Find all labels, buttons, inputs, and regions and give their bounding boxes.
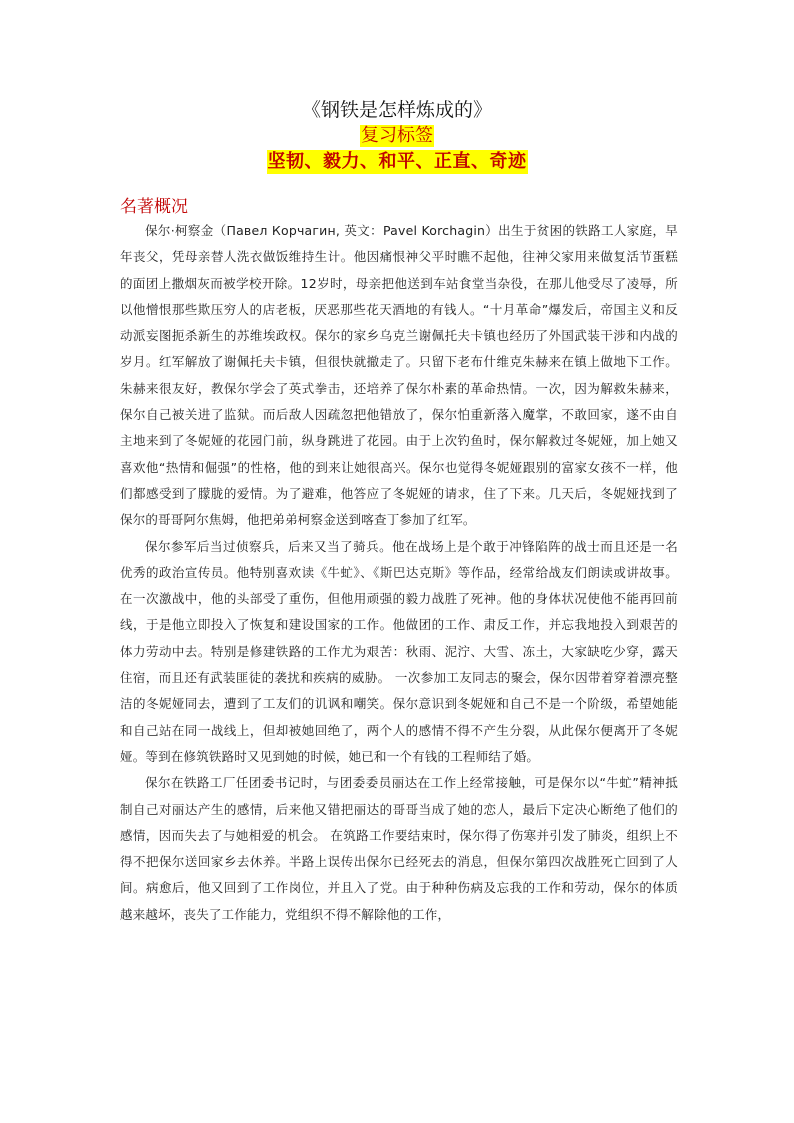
paragraph-2: 保尔参军后当过侦察兵，后来又当了骑兵。他在战场上是个敢于冲锋陷阵的战士而且还是一名优秀的政治宣传员。他特别喜欢读《牛虻》、《斯巴达克斯》等作品，经常给战友们朗读或讲故事。在一次激战中，他的头部受了重伤，但他用顽强的毅力战胜了死神。他的身体状况使他不能再回前线，于是他立即投入了恢复和建设国家的工作。他做团的工作、肃反工作，并忘我地投入到艰苦的体力劳动中去。特别是修建铁路的工作尤为艰苦：秋雨、泥泞、大雪、冻土，大家缺吃少穿，露天住宿，而且还有武装匪徒的袭扰和疾病的威胁。 一次参加工友同志的聚会，保尔因带着穿着漂亮整洁的冬妮娅同去，遭到了工友们的讥讽和嘲笑。保尔意识到冬妮娅和自己不是一个阶级，希望她能和自己站在同一战线上，但却被她回绝了，两个人的感情不得不产生分裂，从此保尔便离开了冬妮娅。等到在修筑铁路时又见到她的时候，她已和一个有钱的工程师结了婚。 [120,538,678,764]
review-subtitle: 复习标签 [361,125,433,146]
paragraph-1: 保尔·柯察金（Павел Корчагин, 英文：Pavel Korchagin）出生于贫困的铁路工人家庭，早年丧父，凭母亲替人洗衣做饭维持生计。他因痛恨神父平时瞧不起他，往神父家用来做复活节蛋糕的面团上撒烟灰而被学校开除。12岁时，母亲把他送到车站食堂当杂役，在那儿他受尽了凌辱，所以他憎恨那些欺压穷人的店老板，厌恶那些花天酒地的有钱人。“十月革命”爆发后，帝国主义和反动派妄图扼杀新生的苏维埃政权。保尔的家乡乌克兰谢佩托夫卡镇也经历了外国武装干涉和内战的岁月。红军解放了谢佩托夫卡镇，但很快就撤走了。只留下老布什维克朱赫来在镇上做地下工作。 朱赫来很友好，教保尔学会了英式拳击，还培养了保尔朴素的革命热情。一次，因为解救朱赫来，保尔自己被关进了监狱。而后敌人因疏忽把他错放了，保尔怕重新落入魔掌，不敢回家，遂不由自主地来到了冬妮娅的花园门前，纵身跳进了花园。由于上次钓鱼时，保尔解救过冬妮娅，加上她又喜欢他“热情和倔强”的性格，他的到来让她很高兴。保尔也觉得冬妮娅跟别的富家女孩不一样，他们都感受到了朦胧的爱情。为了避难，他答应了冬妮娅的请求，住了下来。几天后，冬妮娅找到了保尔的哥哥阿尔焦姆，他把弟弟柯察金送到喀查丁参加了红军。 [120,223,678,528]
book-title: 《钢铁是怎样炼成的》 [301,99,492,121]
paragraph-3: 保尔在铁路工厂任团委书记时，与团委委员丽达在工作上经常接触，可是保尔以“牛虻”精神抵制自己对丽达产生的感情，后来他又错把丽达的哥哥当成了她的恋人，最后下定决心断绝了他们的感情，因而失去了与她相爱的机会。 在筑路工作要结束时，保尔得了伤寒并引发了肺炎，组织上不得不把保尔送回家乡去休养。半路上误传出保尔已经死去的消息，但保尔第四次战胜死亡回到了人间。病愈后，他又回到了工作岗位，并且入了党。由于种种伤病及忘我的工作和劳动，保尔的体质越来越坏，丧失了工作能力，党组织不得不解除他的工作， [120,775,678,922]
subtitle-row [0,125,794,147]
review-tags: 坚韧、毅力、和平、正直、奇迹 [267,151,527,172]
body-text [120,218,678,928]
tags-row [0,150,794,174]
section-heading: 名著概况 [120,197,188,217]
